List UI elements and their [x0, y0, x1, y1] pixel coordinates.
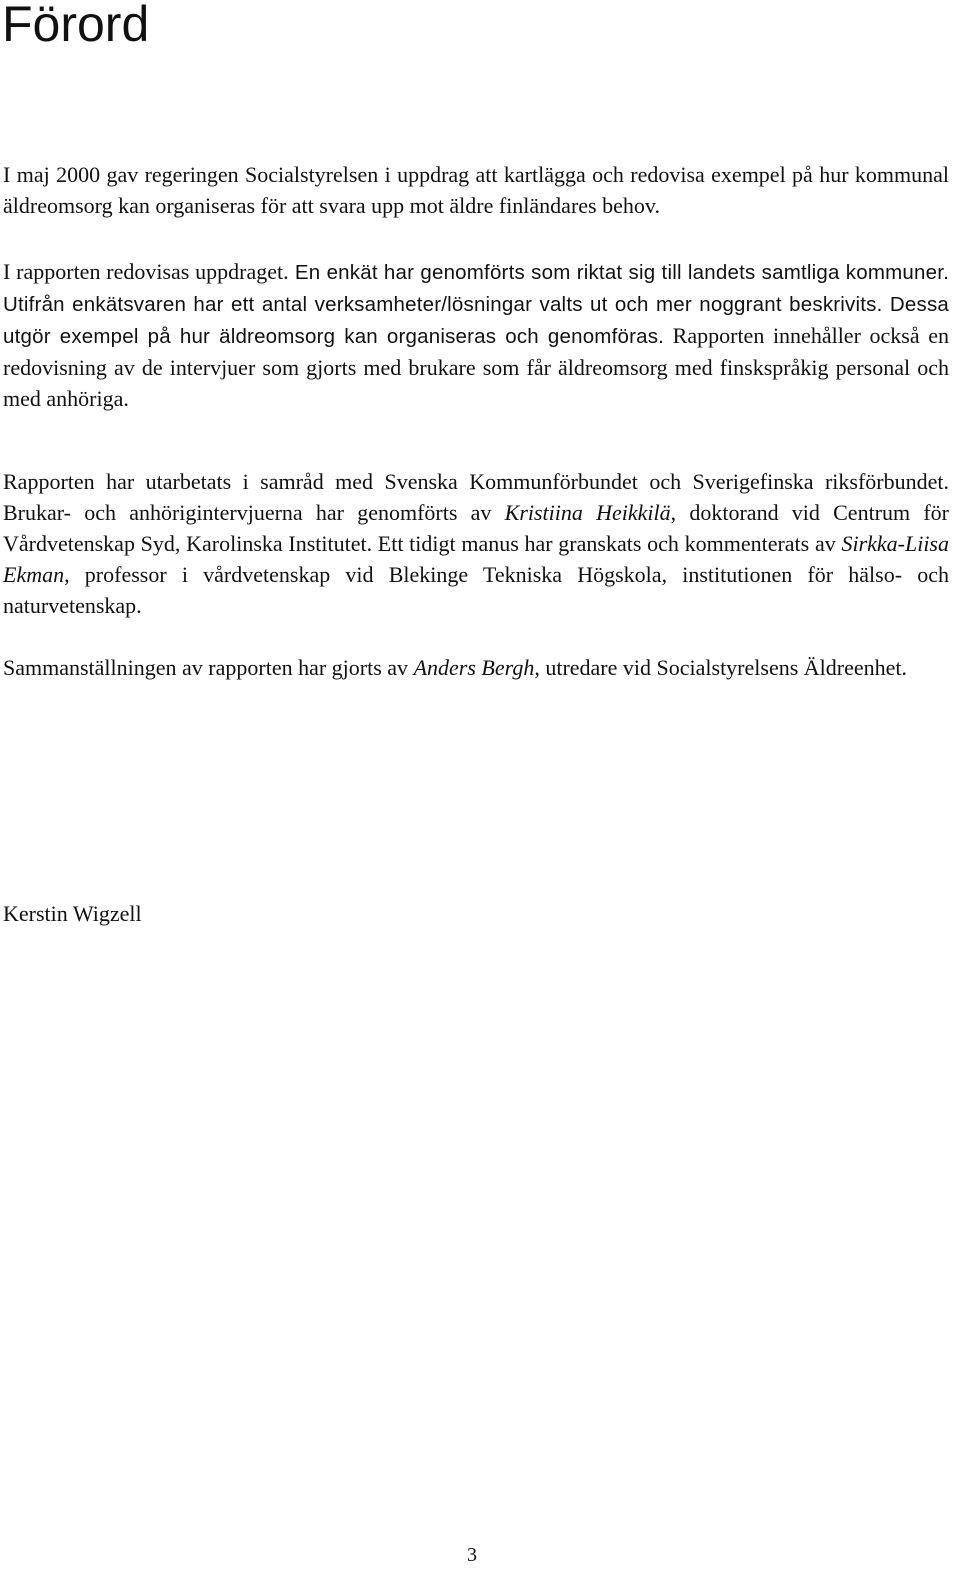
author-name: Anders Bergh	[413, 655, 535, 680]
collaboration-text-1: Rapporten har utarbetats i samråd med Svenska Kommunförbundet och Sverigefinska riksförbundet. Brukar- och anhörigintervjuerna har genomförts av	[3, 469, 949, 525]
compilation-text-2: , utredare vid Socialstyrelsens Äldreenhet.	[534, 655, 908, 680]
reviewer-name: Sirkka-Liisa Ekman	[3, 531, 949, 587]
page-title: Förord	[2, 0, 150, 52]
paragraph-compilation	[3, 652, 949, 683]
collaboration-text-3: , professor i vårdvetenskap vid Blekinge Tekniska Högskola, institutionen för hälso- och naturvetenskap.	[3, 562, 949, 618]
page-number: 3	[467, 1544, 477, 1566]
paragraph-assignment	[3, 159, 949, 221]
interviews-text: Rapporten innehåller också en redovisning av de intervjuer som gjorts med brukare som får äldreomsorg med finskspråkig personal och med anhöriga.	[3, 323, 949, 411]
paragraph-collaboration	[3, 466, 949, 621]
signature: Kerstin Wigzell	[3, 901, 142, 926]
paragraph-text: I maj 2000 gav regeringen Socialstyrelsen i uppdrag att kartlägga och redovisa exempel på hur kommunal äldreomsorg kan organiseras för att svara upp mot äldre finländares behov.	[3, 162, 949, 218]
sentence-intro: I rapporten redovisas uppdraget.	[3, 259, 289, 284]
interviewer-name: Kristiina Heikkilä	[504, 500, 671, 525]
compilation-text-1: Sammanställningen av rapporten har gjorts av	[3, 655, 414, 680]
paragraph-report-contents	[3, 256, 949, 414]
survey-text: En enkät har genomförts som riktat sig till landets samtliga kommuner. Utifrån enkätsvaren har ett antal verksamheter/lösningar valts ut och mer noggrant beskrivits. Dessa utgör exempel på hur äldreomsorg kan organiseras och genomföras.	[3, 261, 949, 348]
collaboration-text-2: , doktorand vid Centrum för Vårdvetenskap Syd, Karolinska Institutet. Ett tidigt manus har granskats och kommenterats av	[3, 500, 949, 556]
